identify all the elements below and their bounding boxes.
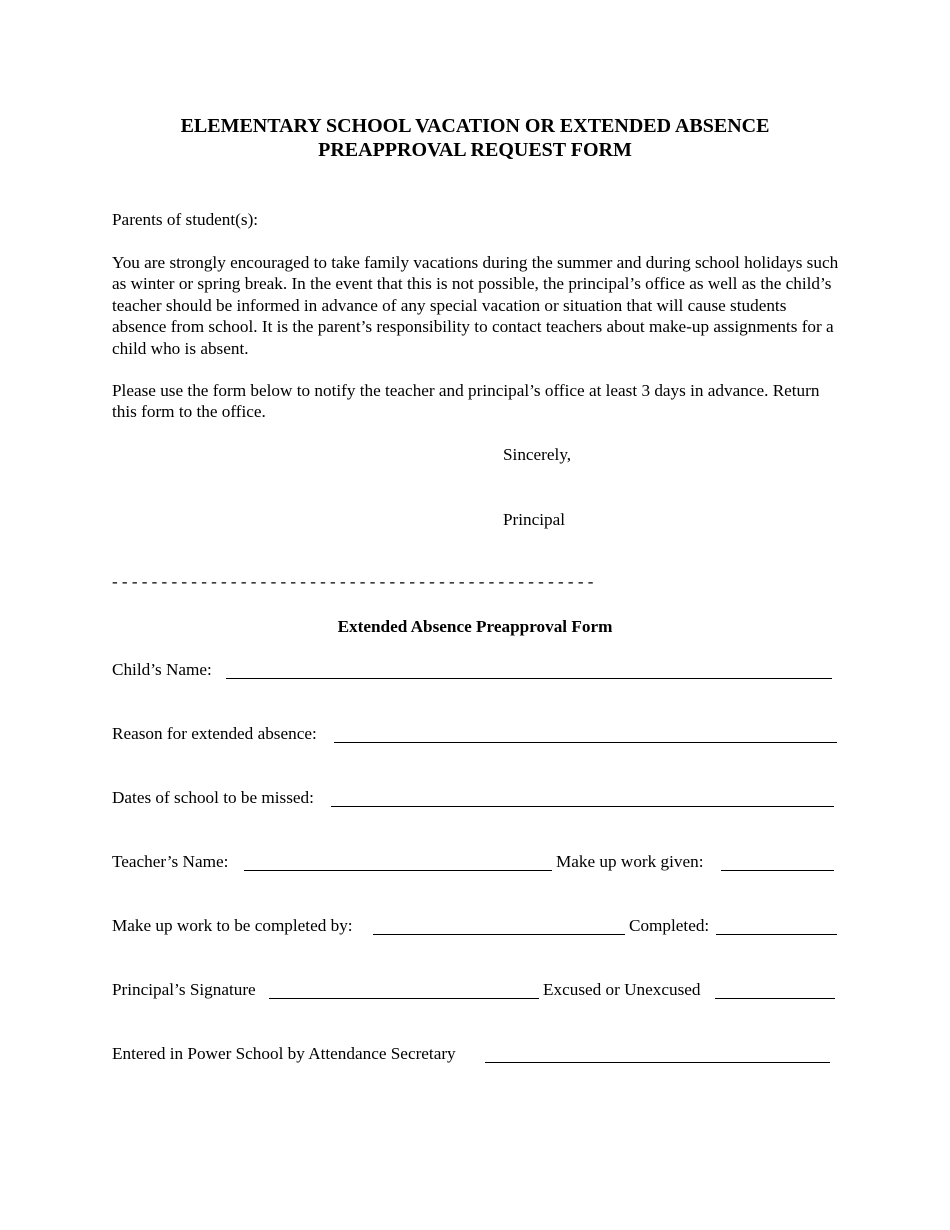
principal-signature-label: Principal’s Signature — [112, 980, 256, 999]
teacher-name-field[interactable] — [244, 870, 552, 871]
childs-name-label: Child’s Name: — [112, 660, 212, 679]
attendance-entry-row — [112, 1043, 830, 1065]
closing-principal: Principal — [503, 510, 566, 529]
attendance-entry-label: Entered in Power School by Attendance Secretary — [112, 1044, 456, 1063]
makeup-completed-by-label: Make up work to be completed by: — [112, 916, 353, 935]
principal-signature-row — [112, 979, 835, 1001]
salutation: Parents of student(s): — [112, 210, 259, 229]
excused-field[interactable] — [715, 998, 835, 999]
page-title-line-2: PREAPPROVAL REQUEST FORM — [318, 139, 632, 161]
makeup-completion-row — [112, 915, 837, 937]
makeup-given-label: Make up work given: — [556, 852, 704, 871]
teacher-name-label: Teacher’s Name: — [112, 852, 229, 871]
page-title-line-1: ELEMENTARY SCHOOL VACATION OR EXTENDED ABSENCE — [180, 115, 770, 137]
dates-label: Dates of school to be missed: — [112, 788, 314, 807]
instruction-paragraph: Please use the form below to notify the teacher and principal’s office at least 3 days in advance. Return this form to the office. — [112, 381, 820, 422]
principal-signature-field[interactable] — [269, 998, 539, 999]
makeup-given-field[interactable] — [721, 870, 834, 871]
teacher-row — [112, 851, 834, 873]
makeup-completed-by-field[interactable] — [373, 934, 625, 935]
reason-field[interactable] — [334, 742, 837, 743]
childs-name-field[interactable] — [226, 678, 832, 679]
childs-name-row — [112, 659, 832, 681]
completed-field[interactable] — [716, 934, 837, 935]
dates-field[interactable] — [331, 806, 834, 807]
intro-paragraph: You are strongly encouraged to take family vacations during the summer and during school holidays such as winter or spring break. In the event that this is not possible, the principal’s office as well as the child’s teacher should be informed in advance of any special vacation or situation that will cause students absence from school. It is the parent’s responsibility to contact teachers about make-up assignments for a child who is absent. — [112, 253, 839, 358]
reason-row — [112, 723, 837, 745]
excused-label: Excused or Unexcused — [543, 980, 701, 999]
attendance-entry-field[interactable] — [485, 1062, 830, 1063]
dates-row — [112, 787, 834, 809]
cut-line-separator: - - - - - - - - - - - - - - - - - - - - - - - - - - - - - - - - - - - - - - - - - - - - - - - - - — [112, 572, 594, 591]
form-title: Extended Absence Preapproval Form — [337, 617, 613, 636]
closing-sincerely: Sincerely, — [503, 445, 572, 464]
reason-label: Reason for extended absence: — [112, 724, 317, 743]
completed-label: Completed: — [629, 916, 710, 935]
